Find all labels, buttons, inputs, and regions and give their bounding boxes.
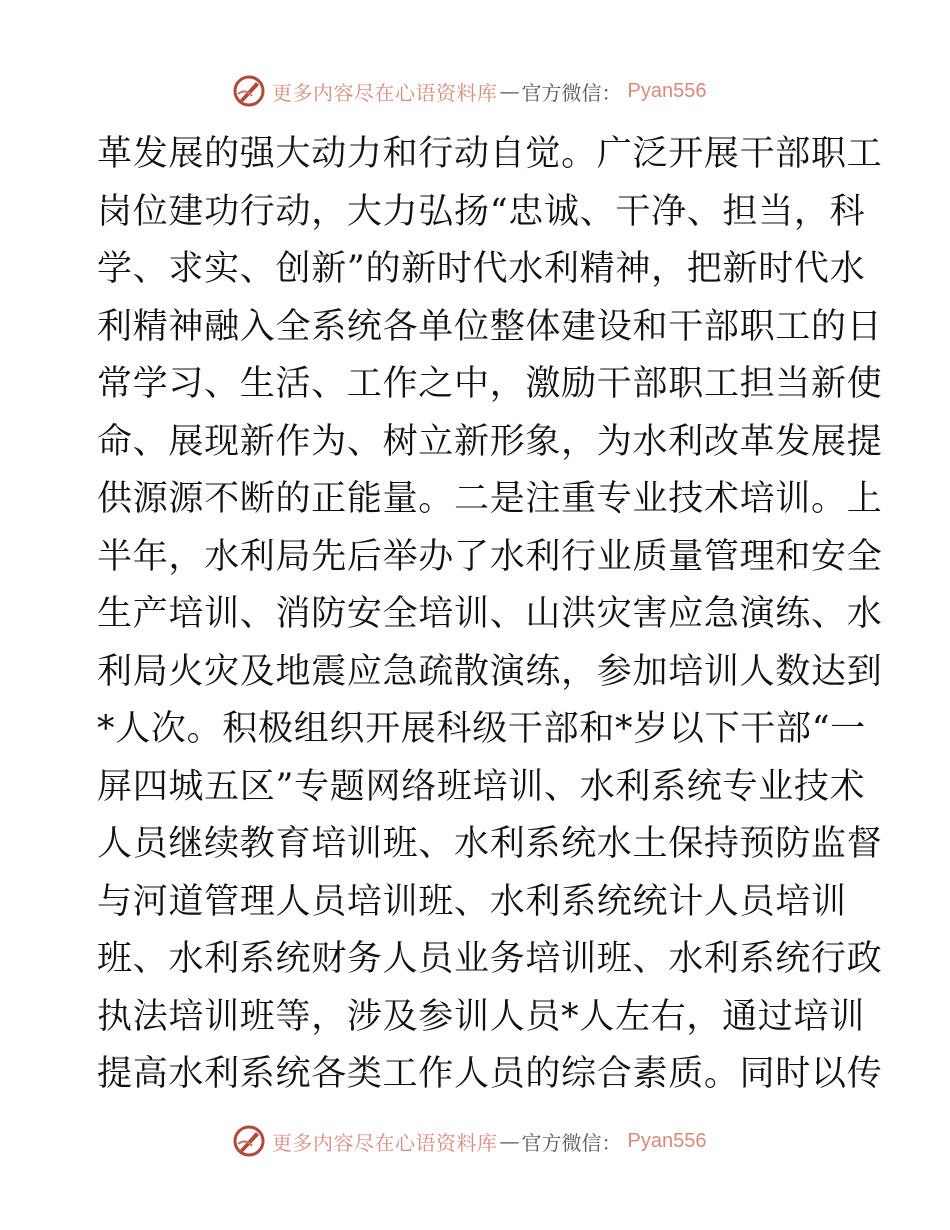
text-line: 供源源不断的正能量。二是注重专业技术培训。上 (97, 479, 883, 519)
text-line: 半年，水利局先后举办了水利行业质量管理和安全 (97, 536, 883, 577)
text-line: 提高水利系统各类工作人员的综合素质。同时以传 (97, 1054, 883, 1094)
text-line: 常学习、生活、工作之中，激励干部职工担当新使 (97, 364, 883, 404)
text-line: 生产培训、消防安全培训、山洪灾害应急演练、水 (97, 594, 883, 634)
text-line: 利精神融入全系统各单位整体建设和干部职工的日 (97, 306, 883, 347)
watermark-wechat-id: Pyan556 (627, 79, 707, 102)
watermark-wechat-label: 官方微信： (521, 1130, 622, 1155)
text-line: 利局火灾及地震应急疏散演练，参加培训人数达到 (97, 651, 883, 692)
watermark-wechat-label: 官方微信： (521, 80, 622, 105)
text-line: 与河道管理人员培训班、水利系统统计人员培训 (97, 881, 847, 922)
text-line: 命、展现新作为、树立新形象，为水利改革发展提 (97, 421, 883, 462)
watermark-dash: — (499, 79, 520, 103)
text-line: *人次。积极组织开展科级干部和*岁以下干部“一 (97, 709, 866, 749)
text-line: 执法培训班等，涉及参训人员*人左右，通过培训 (97, 996, 865, 1037)
watermark-site: 更多内容尽在心语资料库 (272, 80, 498, 105)
text-line: 学、求实、创新”的新时代水利精神，把新时代水 (97, 249, 866, 289)
text-line: 人员继续教育培训班、水利系统水土保持预防监督 (97, 824, 883, 864)
text-line: 班、水利系统财务人员业务培训班、水利系统行政 (97, 939, 883, 979)
text-line: 革发展的强大动力和行动自觉。广泛开展干部职工 (97, 134, 883, 174)
pen-logo-icon (232, 74, 266, 108)
text-line: 岗位建功行动，大力弘扬“忠诚、干净、担当，科 (97, 191, 866, 232)
watermark-dash: — (499, 1129, 520, 1153)
pen-logo-icon (232, 1124, 266, 1158)
header-watermark (232, 71, 706, 111)
watermark-site: 更多内容尽在心语资料库 (272, 1130, 498, 1155)
watermark-wechat-id: Pyan556 (627, 1129, 707, 1152)
text-line: 屏四城五区”专题网络班培训、水利系统专业技术 (97, 766, 866, 807)
footer-watermark (232, 1121, 706, 1161)
document-body (97, 126, 883, 1104)
